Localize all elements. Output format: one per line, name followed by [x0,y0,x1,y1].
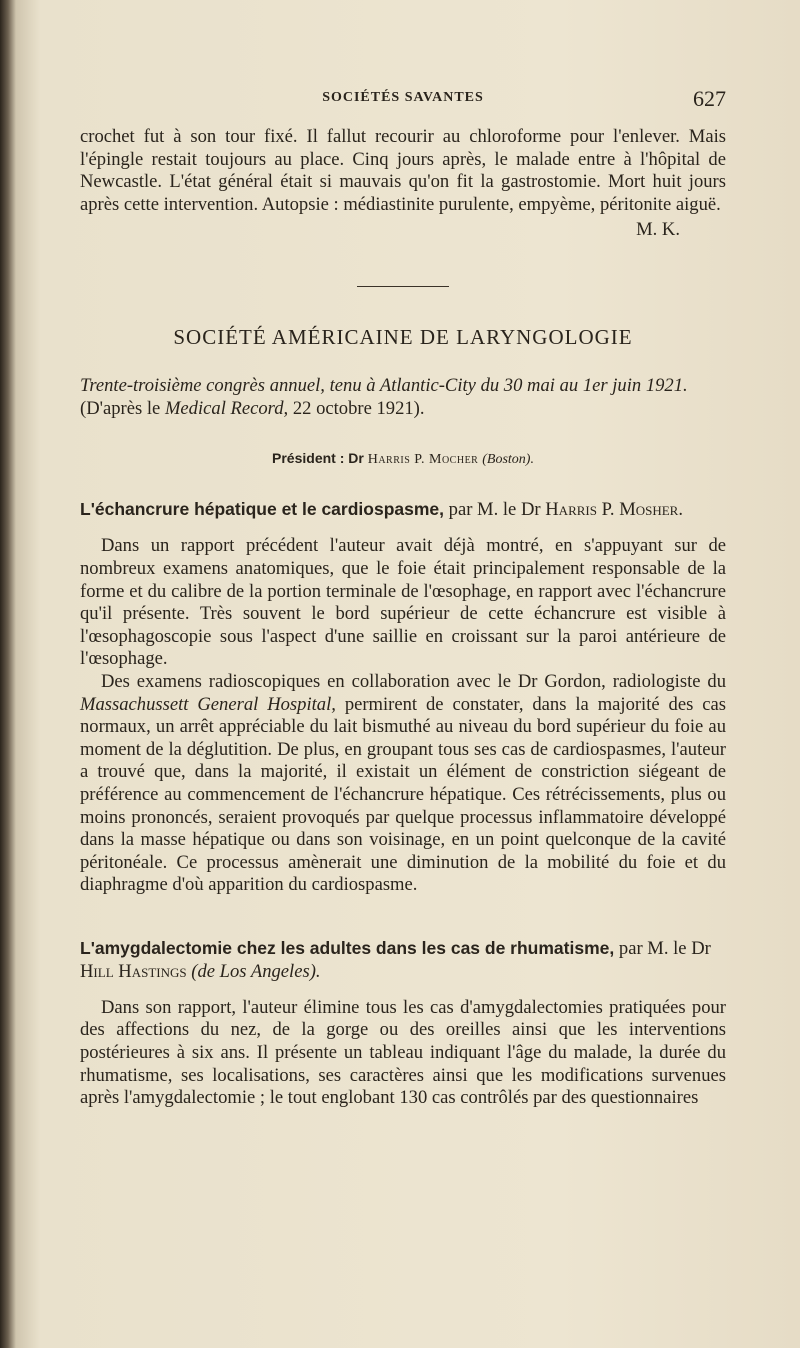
congress-info [80,374,726,420]
article-1-p2-rest: permirent de constater, dans la majorité des cas normaux, un arrêt appréciable du lait bismuthé au niveau du bord supérieur du foie au moment de la déglutition. De plus, en groupant tous ses cas de cardiospasmes, l'auteur a trouvé que, dans la majorité, il existait un élément de constriction siégeant de préférence au commencement de l'échancrure hépatique. Ces rétrécissements, plus ou moins prononcés, seraient provoqués par quelque processus inflammatoire développé dans la masse hépatique ou dans son voisinage, en un point quelconque de la cavité péritonéale. Ce processus amènerait une diminution de la mobilité du foie et du diaphragme d'où apparition du cardiospasme. [80,693,726,896]
article-2-title: L'amygdalectomie chez les adultes dans les cas de rhumatisme, [80,937,615,958]
source-journal: Medical Record, [164,398,289,420]
article-1-hospital: Massachussett General Hospital, [80,693,336,715]
president-name: Harris P. Mocher [367,452,479,468]
congress-description: Trente-troisième congrès annuel, tenu à Atlantic-City du 30 mai au 1er juin 1921. [80,375,688,397]
article-1-paragraph-1: Dans un rapport précédent l'auteur avait déjà montré, en s'appuyant sur de nombreux examens anatomiques, que le foie était principalement responsable de la forme et du calibre de la portion terminale de l'œsophage, en rapport avec l'échancrure qu'il présente. Très souvent le bord supérieur de cette échancrure est visible à l'œsophagoscopie sous l'aspect d'une saillie en croissant sur la paroi antérieure de l'œsophage. [80,535,726,670]
article-1-heading [80,498,726,521]
article-2-by: par M. le Dr [618,937,711,959]
section-divider [357,286,449,287]
president-city: (Boston). [482,452,534,468]
source-prefix: (D'après le [80,398,161,420]
article-1-p2-start: Des examens radioscopiques en collaboration avec le Dr Gordon, radiologiste du [101,670,726,692]
article-2-paragraph-1: Dans son rapport, l'auteur élimine tous les cas d'amygdalectomies pratiquées pour des affections du nez, de la gorge ou des oreilles ainsi que les interventions postérieures à six ans. Il présente un tableau indiquant l'âge du malade, la durée du rhumatisme, ses localisations, ses caractères ainsi que les modifications survenues après l'amygdalectomie ; le tout englobant 130 cas contrôlés par des questionnaires [80,996,726,1109]
article-1-title: L'échancrure hépatique et le cardiospasme, [80,499,445,520]
page-body [80,126,726,1110]
article-2-author: Hill Hastings [80,960,187,982]
article-1-by: par M. le Dr [448,499,541,521]
spacer [80,897,726,937]
president-line [80,450,726,468]
article-2-city: (de Los Angeles). [191,960,321,982]
running-title: SOCIÉTÉS SAVANTES [322,90,484,105]
society-title: SOCIÉTÉ AMÉRICAINE DE LARYNGOLOGIE [173,325,633,350]
president-label: Président : Dr [272,450,364,467]
article-1-paragraph-2 [80,671,726,897]
intro-paragraph: crochet fut à son tour fixé. Il fallut recourir au chloroforme pour l'enlever. Mais l'épingle restait toujours au place. Cinq jours après, le malade entre à l'hôpital de Newcastle. L'état général était si mauvais qu'on fit la gastrostomie. Mort huit jours après cette intervention. Autopsie : médiastinite purulente, empyème, péritonite aiguë. [80,126,726,215]
source-date: 22 octobre 1921). [292,398,425,420]
article-1-author: Harris P. Mosher. [545,499,683,521]
article-2-heading [80,937,726,983]
page-header [80,86,726,116]
page-number: 627 [693,86,726,111]
signature: M. K. [636,219,680,241]
